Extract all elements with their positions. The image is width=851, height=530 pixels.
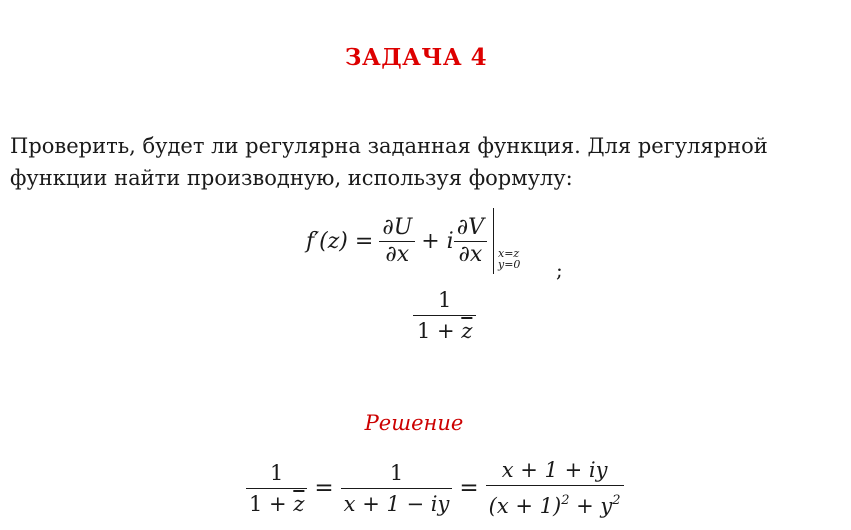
formula-lhs: f′(z) = — [306, 228, 374, 254]
z-conjugate: $\overline{z}$ — [461, 319, 473, 343]
solution-f2-numerator: 1 — [389, 460, 404, 485]
problem-title: ЗАДАЧА 4 — [344, 44, 488, 71]
solution-f3-den-base: (x + 1) — [488, 494, 562, 518]
solution-f3-numerator: x + 1 + iy — [501, 458, 608, 482]
given-denominator — [413, 316, 476, 346]
evaluation-x: x=z — [497, 247, 520, 260]
solution-f1-numerator: 1 — [270, 460, 284, 485]
partial-v-denominator: ∂x — [458, 241, 483, 267]
solution-f1-denominator — [246, 489, 307, 519]
given-function — [413, 285, 476, 346]
evaluation-bar — [493, 208, 521, 274]
partial-u-fraction — [379, 215, 415, 268]
solution-f2-denominator: x + 1 − iy — [343, 491, 450, 516]
equals-sign-2: = — [459, 475, 479, 501]
plus-i: + i — [421, 228, 454, 254]
exponent-2: 2 — [612, 493, 621, 508]
solution-f3-den-mid: + y — [569, 494, 613, 518]
given-numerator: 1 — [438, 288, 452, 312]
z-conjugate: $\overline{z}$ — [293, 491, 305, 516]
solution-fraction-1 — [246, 458, 307, 519]
formula-semicolon: ; — [556, 258, 563, 282]
exponent-1: 2 — [561, 493, 570, 508]
solution-heading: Решение — [364, 411, 464, 435]
given-den-prefix: 1 + — [417, 319, 462, 343]
problem-line-2: функции найти производную, используя формулу: — [10, 166, 573, 190]
derivative-formula — [306, 206, 521, 276]
solution-f3-denominator — [486, 486, 624, 521]
given-fraction — [413, 285, 476, 346]
problem-statement — [10, 130, 840, 194]
partial-u-denominator: ∂x — [385, 241, 410, 267]
solution-equation — [246, 455, 624, 521]
solution-f1-den-prefix: 1 + — [249, 491, 294, 516]
partial-v-numerator: ∂V — [456, 214, 484, 240]
equals-sign-1: = — [314, 475, 334, 501]
partial-v-fraction — [454, 215, 487, 268]
evaluation-conditions — [498, 248, 520, 270]
solution-fraction-3 — [486, 455, 624, 521]
solution-fraction-2 — [341, 458, 453, 519]
problem-line-1: Проверить, будет ли регулярна заданная функция. Для регулярной — [10, 134, 768, 158]
evaluation-y: y=0 — [497, 258, 521, 271]
partial-u-numerator: ∂U — [382, 214, 413, 240]
